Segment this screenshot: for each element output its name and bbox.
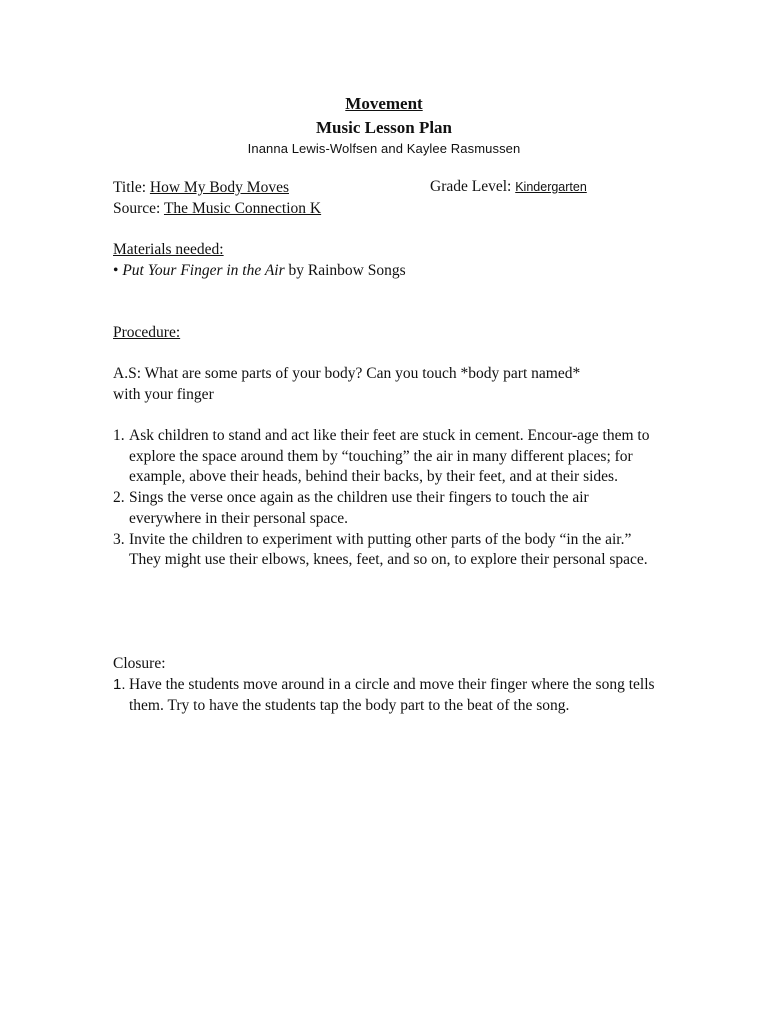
step-text: Have the students move around in a circle and move their finger where the song tells them. Try to have the students tap the body part to the beat of the song. [129, 676, 655, 714]
document-subtitle: Music Lesson Plan [315, 118, 453, 137]
step-number: 1. [113, 427, 125, 444]
step-text: Sings the verse once again as the children use their fingers to touch the air everywhere in their personal space. [129, 489, 589, 527]
title-label: Title: [113, 179, 147, 196]
song-by: by Rainbow Songs [288, 262, 406, 279]
step-number: 2. [113, 489, 125, 507]
list-item [113, 488, 658, 529]
song-title: Put Your Finger in the Air [122, 262, 285, 279]
closure-steps [113, 675, 658, 716]
as-question-line-1: A.S: What are some parts of your body? Can you touch *body part named* [113, 365, 581, 382]
title-value: How My Body Moves [149, 179, 289, 196]
step-text: Invite the children to experiment with putting other parts of the body “in the air.” They might use their elbows, knees, feet, and so on, to explore their personal space. [129, 530, 648, 569]
procedure-steps [113, 426, 658, 571]
list-item [113, 530, 658, 571]
materials-item [113, 261, 406, 282]
grade-line [430, 178, 587, 196]
bullet-icon: • [113, 262, 119, 279]
document-authors: Inanna Lewis-Wolfsen and Kaylee Rasmussen [247, 141, 521, 156]
list-item [113, 675, 658, 716]
document-title: Movement [345, 94, 423, 113]
grade-label: Grade Level: [430, 178, 512, 195]
step-text: Ask children to stand and act like their feet are stuck in cement. Encour-age them to explore the space around them by “touching” the air in many different places; for example, above their heads, behind their backs, by their feet, and at their sides. [129, 427, 650, 486]
step-number: 1. [113, 676, 126, 693]
source-label: Source: [113, 200, 161, 217]
as-question-line-2: with your finger [113, 386, 214, 403]
source-value: The Music Connection K [163, 200, 322, 217]
grade-value: Kindergarten [515, 180, 587, 194]
closure-heading: Closure: [113, 655, 166, 672]
list-item [113, 426, 658, 488]
title-line [113, 178, 289, 199]
materials-heading: Materials needed: [113, 241, 224, 258]
step-number: 3. [113, 530, 125, 548]
procedure-heading: Procedure: [113, 324, 181, 341]
source-line [113, 199, 321, 220]
